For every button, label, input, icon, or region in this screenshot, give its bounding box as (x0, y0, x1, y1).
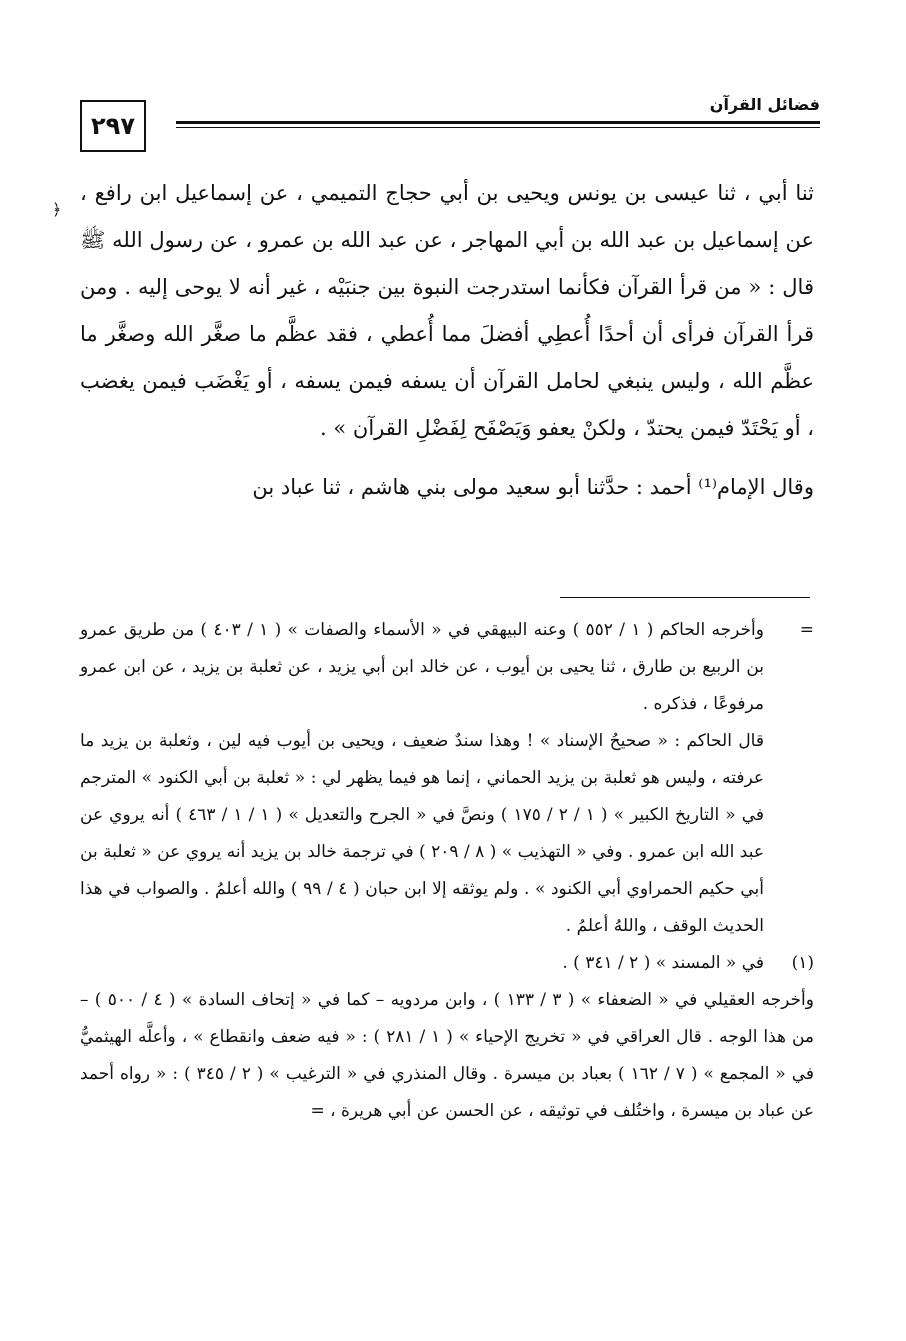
continuation-marker: = (799, 620, 814, 640)
footnote-1-first-line: في « المسند » ( ٢ / ٣٤١ ) . (562, 953, 764, 973)
running-title: فضائل القرآن (709, 95, 820, 114)
footnote-1-number: (١) (791, 953, 814, 973)
page-header (80, 95, 820, 165)
footnote-continuation-para-2: قال الحاكم : « صحيحُ الإسناد » ! وهذا سندٌ ضعيف ، ويحيى بن أيوب فيه لين ، وثعلبة بن يزيد ما عرفته ، وليس هو ثعلبة بن يزيد الحماني ، إنما هو فيما يظهر لي : « ثعلبة بن أبي الكنود » المترجم في « التاريخ الكبير » ( ١ / ٢ / ١٧٥ ) ونصَّ في « الجرح والتعديل » ( ١ / ١ / ٤٦٣ ) أنه يروي عن عبد الله ابن عمرو . وفي « التهذيب » ( ٨ / ٢٠٩ ) في ترجمة خالد بن يزيد أنه يروي عن « ثعلبة بن أبي حكيم الحمراوي أبي الكنود » . ولم يوثقه إلا ابن حبان ( ٤ / ٩٩ ) والله أعلمُ . والصواب في هذا الحديث الوقف ، واللهُ أعلمُ . (80, 731, 765, 936)
header-rule-thin (176, 127, 820, 128)
footnote-continuation-para-1: وأخرجه الحاكم ( ١ / ٥٥٢ ) وعنه البيهقي في « الأسماء والصفات » ( ١ / ٤٠٣ ) من طريق عمرو بن الربيع بن طارق ، ثنا يحيى بن أيوب ، عن خالد ابن أبي يزيد ، عن ثعلبة بن يزيد ، عن ابن عمرو مرفوعًا ، فذكره . (80, 620, 764, 714)
main-paragraph-2: وقال الإمام⁽¹⁾ أحمد : حدَّثنا أبو سعيد مولى بني هاشم ، ثنا عباد بن (252, 475, 814, 499)
main-paragraph-1: ثنا أبي ، ثنا عيسى بن يونس ويحيى بن أبي حجاج التميمي ، عن إسماعيل ابن رافع ، عن إسماعيل بن عبد الله بن أبي المهاجر ، عن عبد الله بن عمرو ، عن رسول الله ﷺ قال : « من قرأ القرآن فكأنما استدرجت النبوة بين جنبَيْه ، غير أنه لا يوحى إليه . ومن قرأ القرآن فرأى أن أحدًا أُعطِي أفضلَ مما أُعطي ، فقد عظَّم ما صغَّر الله وصغَّر ما عظَّم الله ، وليس ينبغي لحامل القرآن أن يسفه فيمن يسفه ، أو يَغْضَب فيمن يغضب ، أو يَحْتَدّ فيمن يحتدّ ، ولكنْ يعفو وَيَصْفَح لِفَضْلِ القرآن » . (80, 181, 814, 440)
footnotes (80, 612, 814, 1130)
footnote-1 (80, 945, 814, 982)
footnote-separator (560, 597, 810, 598)
footnote-continuation (80, 612, 814, 945)
header-rule-thick (176, 121, 820, 124)
main-text (80, 170, 814, 511)
margin-mark: ﴿ (52, 200, 62, 219)
page-number: ٢٩٧ (80, 100, 146, 152)
footnote-1-body: وأخرجه العقيلي في « الضعفاء » ( ٣ / ١٣٣ ) ، وابن مردويه – كما في « إتحاف السادة » ( ٤ / ٥٠٠ ) – من هذا الوجه . قال العراقي في « تخريج الإحياء » ( ١ / ٢٨١ ) : « فيه ضعف وانقطاع » ، وأعلَّه الهيثميُّ في « المجمع » ( ٧ / ١٦٢ ) بعباد بن ميسرة . وقال المنذري في « الترغيب » ( ٢ / ٣٤٥ ) : « رواه أحمد عن عباد بن ميسرة ، واختُلف في توثيقه ، عن الحسن عن أبي هريرة ، = (80, 990, 814, 1121)
